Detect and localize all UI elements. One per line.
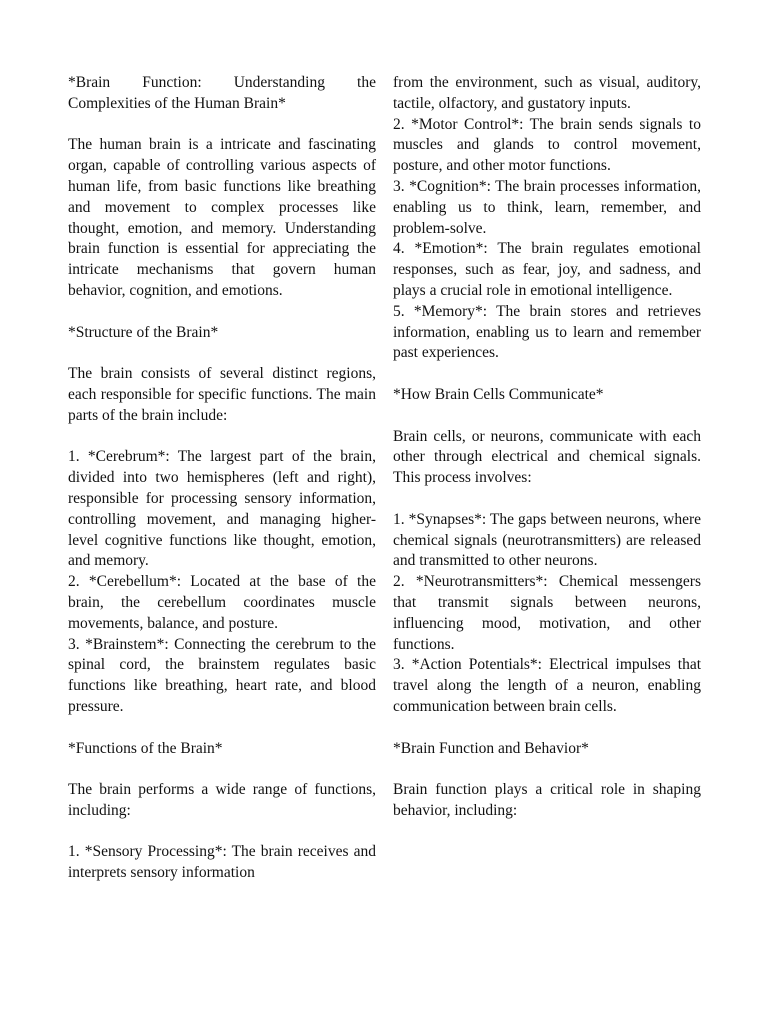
functions-intro: The brain performs a wide range of functions, including:	[68, 781, 376, 819]
intro-paragraph: The human brain is a intricate and fascinating organ, capable of controlling various aspects of human life, from basic functions like breathing and movement to complex processes like thought, emotion, and memory. Understanding brain function is essential for appreciating the intricate mechanisms that govern human behavior, cognition, and emotions.	[68, 136, 376, 299]
document-title: *Brain Function: Understanding the Complexities of the Human Brain*	[68, 74, 376, 112]
functions-item-motor: 2. *Motor Control*: The brain sends signals to muscles and glands to control movement, posture, and other motor functions.	[393, 115, 701, 175]
communicate-item-synapses: 1. *Synapses*: The gaps between neurons, where chemical signals (neurotransmitters) are released and transmitted to other neurons.	[393, 510, 701, 570]
right-column	[393, 73, 701, 822]
functions-item-sensory: 1. *Sensory Processing*: The brain receives and interprets sensory information	[68, 843, 376, 882]
behavior-intro: Brain function plays a critical role in shaping behavior, including:	[393, 781, 701, 819]
functions-item-emotion: 4. *Emotion*: The brain regulates emotional responses, such as fear, joy, and sadness, and plays a crucial role in emotional intelligence.	[393, 240, 701, 299]
functions-item-memory: 5. *Memory*: The brain stores and retrieves information, enabling us to learn and remember past experiences.	[393, 302, 701, 362]
structure-item-cerebrum: 1. *Cerebrum*: The largest part of the brain, divided into two hemispheres (left and right), responsible for processing sensory information, controlling movement, and managing higher-level cognitive functions like thought, emotion, and memory.	[68, 448, 376, 570]
left-column	[68, 73, 376, 884]
structure-heading: *Structure of the Brain*	[68, 323, 219, 341]
functions-item-sensory-continued: from the environment, such as visual, auditory, tactile, olfactory, and gustatory inputs.	[393, 74, 701, 112]
communicate-intro: Brain cells, or neurons, communicate with each other through electrical and chemical signals. This process involves:	[393, 427, 701, 487]
communicate-heading: *How Brain Cells Communicate*	[393, 385, 604, 403]
structure-item-cerebellum: 2. *Cerebellum*: Located at the base of the brain, the cerebellum coordinates muscle movements, balance, and posture.	[68, 573, 376, 632]
communicate-item-action-potentials: 3. *Action Potentials*: Electrical impulses that travel along the length of a neuron, enabling communication between brain cells.	[393, 656, 701, 715]
structure-intro: The brain consists of several distinct regions, each responsible for specific functions. The main parts of the brain include:	[68, 365, 376, 424]
structure-item-brainstem: 3. *Brainstem*: Connecting the cerebrum to the spinal cord, the brainstem regulates basic functions like breathing, heart rate, and blood pressure.	[68, 635, 376, 715]
functions-item-cognition: 3. *Cognition*: The brain processes information, enabling us to think, learn, remember, and problem-solve.	[393, 177, 701, 237]
communicate-item-neurotransmitters: 2. *Neurotransmitters*: Chemical messengers that transmit signals between neurons, influencing mood, motivation, and other functions.	[393, 573, 701, 653]
behavior-heading: *Brain Function and Behavior*	[393, 739, 589, 757]
functions-heading: *Functions of the Brain*	[68, 739, 223, 757]
